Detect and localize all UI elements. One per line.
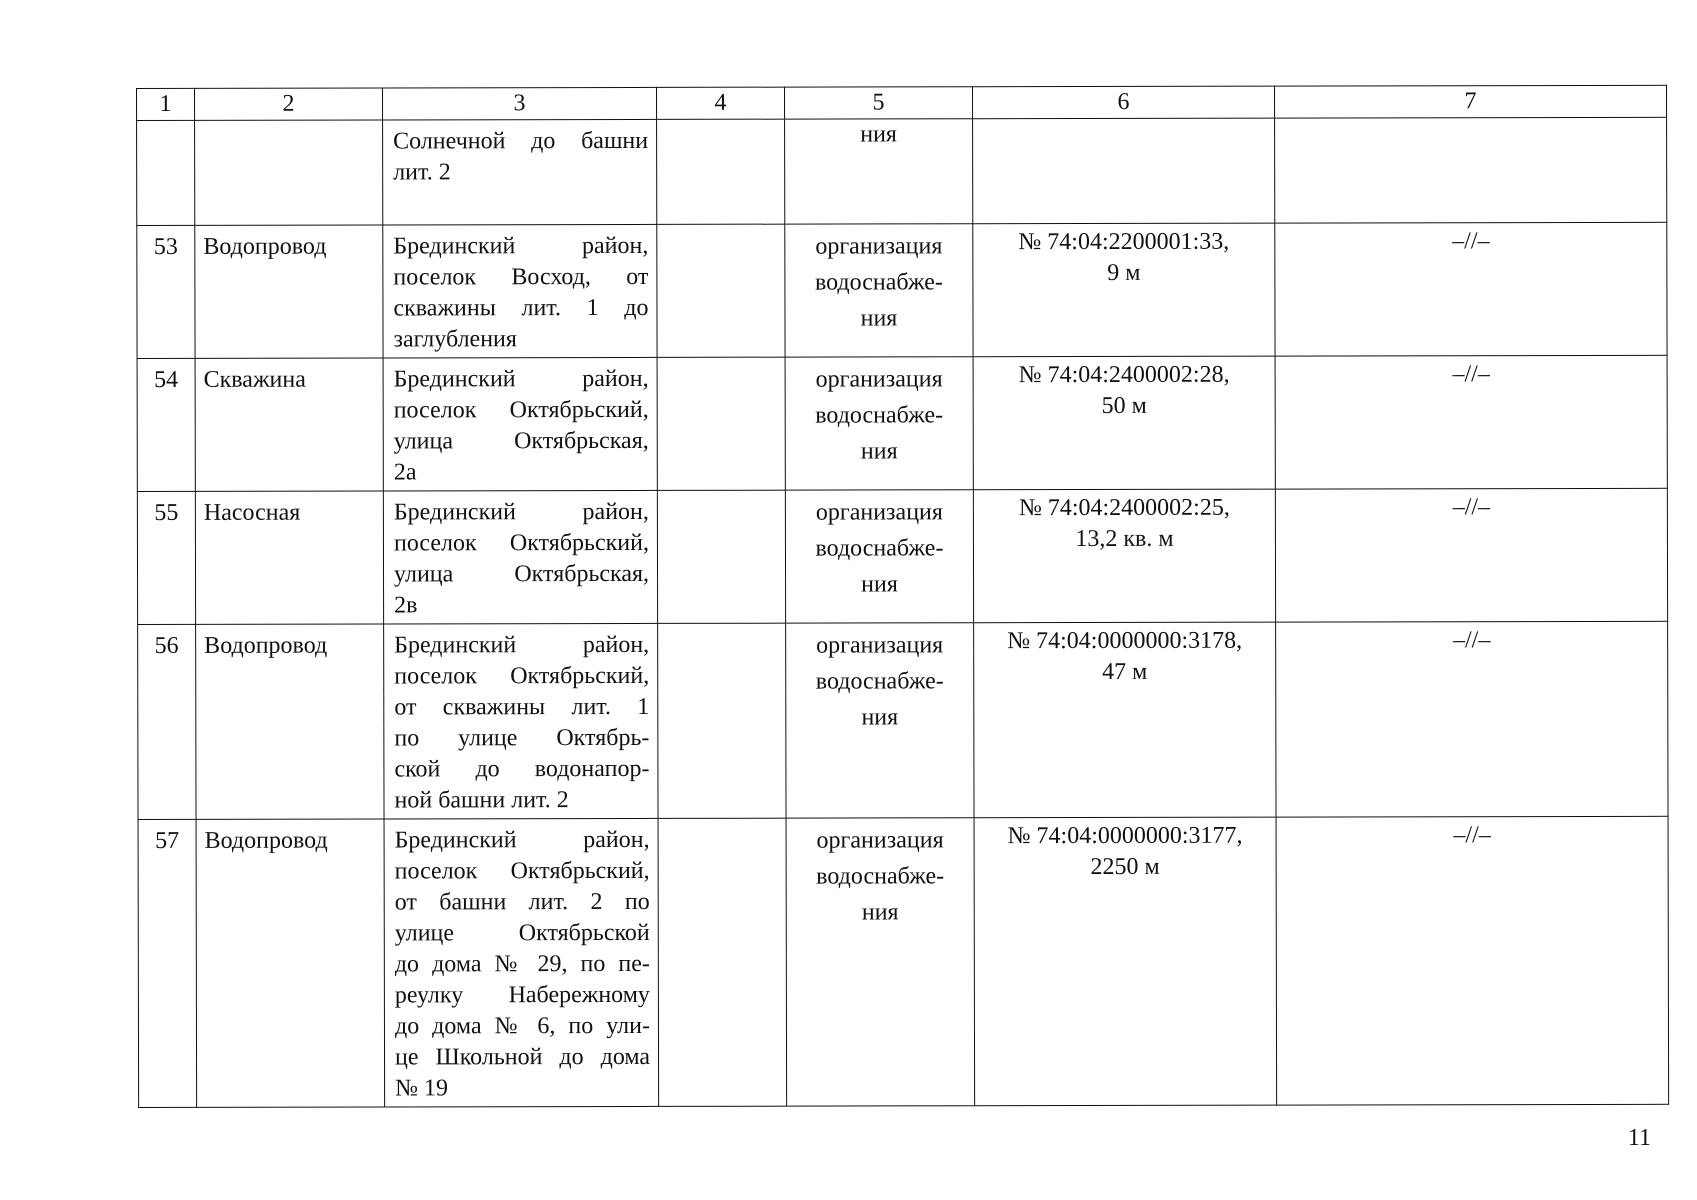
object-name: Водопровод (195, 225, 383, 358)
organization-line: водоснабже- (815, 668, 944, 695)
address-line: поселок Октябрьский, (394, 857, 650, 885)
cadastral-number (974, 622, 1276, 818)
address-line: скважины лит. 1 до (393, 294, 649, 322)
table-body (137, 85, 1669, 1107)
cadastral-line: № 74:04:2400002:28, (1018, 361, 1230, 389)
continuation-num (137, 120, 195, 225)
row-number: 57 (138, 819, 197, 1107)
address-line: поселок Октябрьский, (393, 396, 649, 424)
table-row (137, 488, 1667, 624)
object-name: Водопровод (196, 819, 385, 1107)
cadastral-number (973, 223, 1275, 357)
header-cell-1: 1 (137, 88, 195, 120)
cadastral-line: 50 м (1101, 392, 1147, 419)
address-line: улица Октябрьская, (393, 427, 649, 455)
address-line: Солнечной до башни (393, 127, 649, 155)
address-line: улица Октябрьская, (393, 560, 650, 588)
continuation-row (137, 117, 1667, 225)
continuation-name (195, 120, 383, 225)
organization-line: ния (861, 899, 899, 926)
page-number: 11 (1627, 1125, 1651, 1151)
address-line: до дома № 29, по пе- (394, 950, 650, 978)
organization-line: ния (860, 305, 898, 332)
cadastral-line: № 74:04:2200001:33, (1018, 228, 1230, 256)
address-line: 2а (393, 459, 417, 486)
note-ditto: –//– (1275, 355, 1667, 489)
column-4-cell (658, 818, 787, 1106)
address-line: поселок Октябрьский, (393, 529, 649, 557)
address-line: це Школьной до дома (395, 1043, 651, 1071)
column-4-cell (657, 224, 785, 357)
continuation-address (383, 119, 657, 225)
note-ditto: –//– (1275, 488, 1667, 622)
address-line: от скважины лит. 1 (394, 693, 650, 721)
object-address (383, 357, 657, 491)
cadastral-line: № 74:04:0000000:3178, (1007, 627, 1243, 655)
continuation-org: ния (785, 119, 973, 224)
organization-line: водоснабже- (815, 402, 944, 429)
object-name: Насосная (195, 491, 383, 624)
object-address (383, 224, 657, 358)
header-cell-6: 6 (972, 86, 1274, 119)
address-line: до дома № 6, по ули- (394, 1012, 650, 1040)
operator-organization (786, 623, 974, 818)
address-line: Брединский район, (394, 826, 650, 854)
table-row (138, 816, 1669, 1107)
header-cell-7: 7 (1274, 85, 1666, 118)
object-name: Водопровод (196, 624, 384, 819)
header-cell-2: 2 (195, 88, 383, 120)
cadastral-line: 2250 м (1090, 853, 1160, 881)
address-line: улице Октябрьской (394, 919, 650, 947)
note-ditto: –//– (1276, 816, 1669, 1105)
object-address (384, 818, 659, 1107)
organization-line: организация (815, 499, 943, 526)
table-row (137, 222, 1667, 358)
address-line: 2в (394, 592, 418, 619)
row-number: 53 (137, 225, 195, 358)
address-line: от башни лит. 2 по (394, 888, 650, 916)
column-4-cell (657, 490, 785, 623)
header-cell-3: 3 (383, 87, 657, 120)
continuation-reg (973, 118, 1275, 224)
cadastral-line: 13,2 кв. м (1075, 525, 1174, 553)
organization-line: водоснабже- (814, 269, 943, 296)
operator-organization (785, 357, 973, 490)
cadastral-line: № 74:04:2400002:25, (1018, 494, 1230, 522)
row-number: 54 (137, 358, 195, 491)
organization-line: ния (861, 704, 899, 731)
address-line: поселок Октябрьский, (394, 662, 650, 690)
organization-line: организация (816, 632, 944, 659)
address-line: Брединский район, (393, 498, 649, 526)
header-cell-4: 4 (656, 87, 784, 119)
operator-organization (785, 490, 973, 623)
object-name: Скважина (195, 358, 383, 491)
organization-line: организация (815, 366, 943, 393)
note-ditto: –//– (1276, 621, 1668, 817)
address-line: № 19 (395, 1075, 449, 1102)
table-header-row (137, 85, 1667, 120)
address-line: заглубления (393, 326, 517, 353)
address-line: реулку Набережному (394, 981, 650, 1009)
address-line: Брединский район, (394, 631, 650, 659)
organization-line: ния (860, 438, 898, 465)
address-line: лит. 2 (393, 159, 451, 186)
object-address (383, 490, 657, 624)
object-address (384, 623, 658, 819)
organization-line: водоснабже- (815, 535, 944, 562)
row-number: 56 (138, 624, 196, 819)
address-line: по улице Октябрь- (394, 724, 650, 752)
cadastral-number (973, 489, 1275, 623)
organization-line: организация (815, 233, 943, 260)
cadastral-number (973, 356, 1275, 490)
row-number: 55 (137, 491, 195, 624)
operator-organization (786, 818, 975, 1106)
address-line: ной башни лит. 2 (394, 787, 569, 814)
cadastral-line: 47 м (1102, 658, 1148, 685)
organization-line: водоснабже- (816, 863, 945, 890)
cadastral-line: 9 м (1107, 259, 1141, 286)
continuation-col4 (657, 119, 785, 224)
header-cell-5: 5 (784, 87, 972, 119)
address-line: поселок Восход, от (393, 263, 649, 291)
note-ditto: –//– (1275, 222, 1667, 356)
operator-organization (785, 224, 973, 357)
continuation-note (1275, 117, 1667, 223)
column-4-cell (658, 623, 786, 818)
column-4-cell (657, 357, 785, 490)
cadastral-number (974, 817, 1277, 1106)
address-line: Брединский район, (393, 232, 649, 260)
cadastral-line: № 74:04:0000000:3177, (1007, 822, 1243, 850)
address-line: Брединский район, (393, 365, 649, 393)
table-row (137, 355, 1667, 491)
property-table (136, 85, 1669, 1108)
organization-line: ния (861, 571, 898, 598)
address-line: ской до водонапор- (394, 755, 650, 783)
table-row (138, 621, 1668, 819)
organization-line: организация (816, 827, 944, 854)
